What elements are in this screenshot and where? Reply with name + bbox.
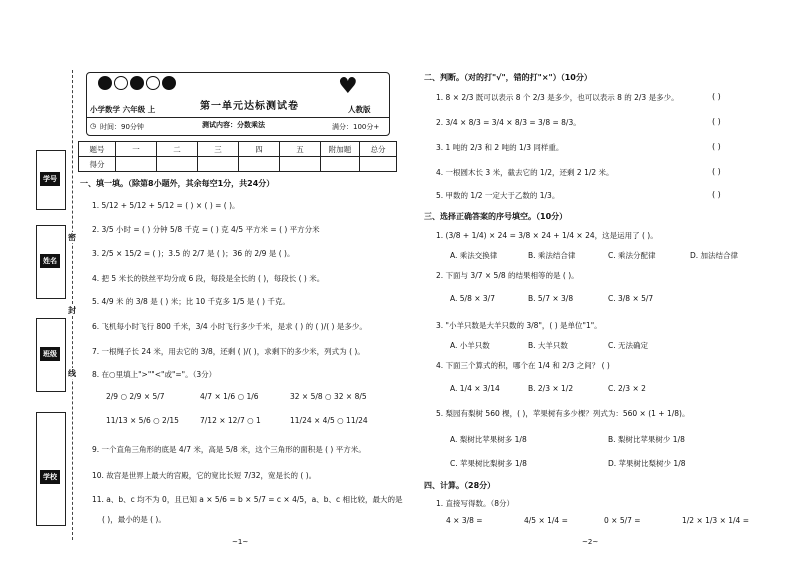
compare-item: 11/13 × 5/6 ○ 2/15 [106,416,179,425]
fill-q7: 7. 一根绳子长 24 米，用去它的 3/8，还剩 ( )/( )，求剩下的多少米，列式为 ( )。 [92,347,365,356]
compare-item: 32 × 5/8 ○ 32 × 8/5 [290,392,367,401]
choice-option[interactable]: B. 大羊只数 [528,341,568,350]
fill-q1: 1. 5/12 + 5/12 + 5/12 = ( ) × ( ) = ( )。 [92,201,240,210]
score-value-row [79,157,397,172]
score-input[interactable] [198,157,239,172]
fill-q4: 4. 把 5 米长的铁丝平均分成 6 段，每段是全长的 ( )，每段长 ( ) 米。 [92,274,325,283]
judge-answer[interactable]: ( ) [712,142,721,151]
score-cell: 一 [116,142,157,157]
compare-item: 11/24 × 4/5 ○ 11/24 [290,416,368,425]
full-score: 满分：100分+ [332,123,380,131]
score-cell: 二 [157,142,198,157]
judge-answer[interactable]: ( ) [712,190,721,199]
choice-option[interactable]: B. 梨树比苹果树少 1/8 [608,435,685,444]
page-number-right: ~2~ [582,538,599,546]
score-input[interactable] [239,157,280,172]
calc-item: 4 × 3/8 = [446,516,483,525]
exam-content: 测试内容：分数乘法 [202,121,265,129]
clock-icon: ◷ [90,122,97,130]
score-cell: 五 [280,142,321,157]
edition: 人教版 [348,105,371,114]
compare-item: 7/12 × 12/7 ○ 1 [200,416,261,425]
page-number: 1 [237,538,243,546]
compare-item: 2/9 ○ 2/9 × 5/7 [106,392,165,401]
choice-option[interactable]: C. 2/3 × 2 [608,384,646,393]
fill-q11: 11. a、b、c 均不为 0，且已知 a × 5/6 = b × 5/7 = c × 4/5，a、b、c 相比较，最大的是 [92,495,403,504]
judge-q1: 1. 8 × 2/3 既可以表示 8 个 2/3 是多少，也可以表示 8 的 2/3 是多少。 [436,93,679,102]
header-divider [86,117,390,118]
choice-option[interactable]: A. 梨树比苹果树多 1/8 [450,435,527,444]
score-input[interactable] [360,157,397,172]
judge-answer[interactable]: ( ) [712,117,721,126]
choice-option[interactable]: A. 小羊只数 [450,341,490,350]
exam-time: 时间：90分钟 [100,123,144,131]
school-box[interactable] [36,412,66,526]
score-cell: 三 [198,142,239,157]
score-input[interactable] [321,157,360,172]
choice-option[interactable]: A. 乘法交换律 [450,251,498,260]
score-cell: 题号 [79,142,116,157]
choice-option[interactable]: C. 苹果树比梨树多 1/8 [450,459,527,468]
fill-q2: 2. 3/5 小时 = ( ) 分钟 5/8 千克 = ( ) 克 4/5 平方米 = ( ) 平方分米 [92,225,320,234]
choice-q2: 2. 下面与 3/7 × 5/8 的结果相等的是 ( )。 [436,271,579,280]
score-table [78,141,397,172]
kids-logo-icon [96,76,178,96]
student-id-label: 学号 [40,172,60,186]
choice-option[interactable]: D. 加法结合律 [690,251,739,260]
judge-q4: 4. 一根圆木长 3 米，截去它的 1/2，还剩 2 1/2 米。 [436,168,614,177]
choice-option[interactable]: C. 乘法分配律 [608,251,656,260]
binding-char-closed: 封 [68,306,76,315]
score-input[interactable] [280,157,321,172]
score-header-row [79,142,397,157]
score-cell: 总分 [360,142,397,157]
choice-option[interactable]: C. 3/8 × 5/7 [608,294,654,303]
fill-q11-cont: ( )，最小的是 ( )。 [102,515,166,524]
judge-answer[interactable]: ( ) [712,167,721,176]
judge-q2: 2. 3/4 × 8/3 = 3/4 × 8/3 = 3/8 = 8/3。 [436,118,581,127]
calc-heading: 1. 直接写得数。（8分） [436,499,515,508]
choice-option[interactable]: B. 2/3 × 1/2 [528,384,574,393]
binding-char-seal: 密 [68,233,76,242]
score-input[interactable] [116,157,157,172]
heart-icon: ♥ [338,74,358,99]
fill-q8: 8. 在○里填上">""<"或"="。（3分） [92,370,217,379]
name-label: 姓名 [40,254,60,268]
class-label: 班级 [40,347,60,361]
score-cell: 得分 [79,157,116,172]
calc-item: 1/2 × 1/3 × 1/4 = [682,516,749,525]
fill-q3: 3. 2/5 × 15/2 = ( )；3.5 的 2/7 是 ( )；36 的 2/9 是 ( )。 [92,249,295,258]
calc-item: 4/5 × 1/4 = [524,516,568,525]
judge-answer[interactable]: ( ) [712,92,721,101]
section-4-heading: 四、计算。（28分） [424,481,496,490]
choice-option[interactable]: B. 乘法结合律 [528,251,576,260]
score-cell: 附加题 [321,142,360,157]
section-2-heading: 二、判断。（对的打"√"，错的打"×"）（10分） [424,73,592,82]
fill-q6: 6. 飞机每小时飞行 800 千米，3/4 小时飞行多少千米，是求 ( ) 的 ( )/( ) 是多少。 [92,322,367,331]
subject: 小学数学 六年级 上 [90,105,156,114]
fill-q9: 9. 一个直角三角形的底是 4/7 米，高是 5/8 米，这个三角形的面积是 ( ) 平方米。 [92,445,366,454]
choice-option[interactable]: A. 1/4 × 3/14 [450,384,500,393]
section-3-heading: 三、选择正确答案的序号填空。（10分） [424,212,568,221]
compare-item: 4/7 × 1/6 ○ 1/6 [200,392,259,401]
choice-q4: 4. 下面三个算式的积，哪个在 1/4 和 2/3 之间？ ( ) [436,361,610,370]
calc-item: 0 × 5/7 = [604,516,641,525]
fill-q10: 10. 故宫是世界上最大的宫殿，它的宽比长短 7/32，宽是长的 ( )。 [92,471,317,480]
choice-option[interactable]: D. 苹果树比梨树少 1/8 [608,459,686,468]
choice-option[interactable]: A. 5/8 × 3/7 [450,294,495,303]
score-cell: 四 [239,142,280,157]
score-input[interactable] [157,157,198,172]
choice-option[interactable]: B. 5/7 × 3/8 [528,294,574,303]
school-label: 学校 [40,470,60,484]
binding-char-line: 线 [68,369,76,378]
choice-q1: 1. (3/8 + 1/4) × 24 = 3/8 × 24 + 1/4 × 24，这是运用了 ( )。 [436,231,658,240]
page-title: 第一单元达标测试卷 [200,101,299,112]
page-number-left: ~1~ [232,538,249,546]
choice-q3: 3. "小羊只数是大羊只数的 3/8"，( ) 是单位"1"。 [436,321,602,330]
judge-q3: 3. 1 吨的 2/3 和 2 吨的 1/3 同样重。 [436,143,564,152]
choice-option[interactable]: C. 无法确定 [608,341,649,350]
page-number: 2 [587,538,593,546]
choice-q5: 5. 梨园有梨树 560 棵，( )，苹果树有多少棵？列式为：560 × (1 + 1/8)。 [436,409,690,418]
judge-q5: 5. 甲数的 1/2 一定大于乙数的 1/3。 [436,191,560,200]
fill-q5: 5. 4/9 米 的 3/8 是 ( ) 米；比 10 千克多 1/5 是 ( ) 千克。 [92,297,290,306]
section-1-heading: 一、填一填。（除第8小题外，其余每空1分，共24分） [80,179,275,188]
